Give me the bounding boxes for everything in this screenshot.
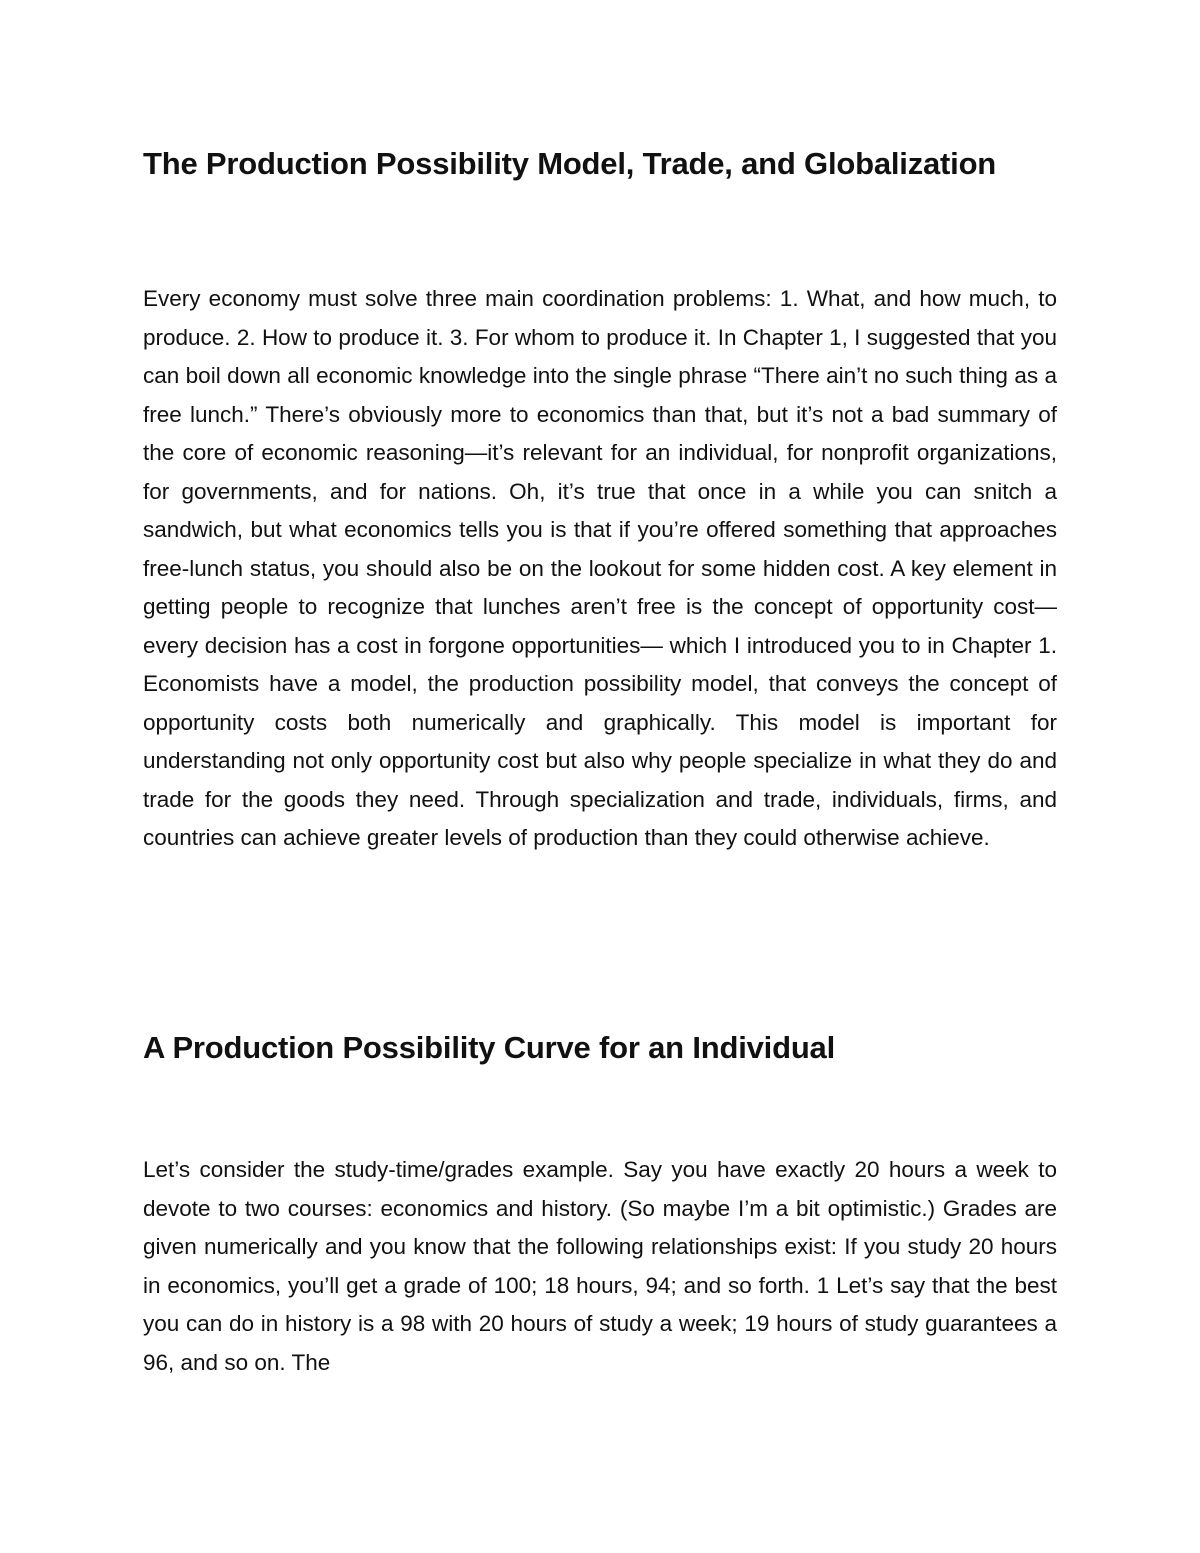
section-paragraph: Let’s consider the study-time/grades example. Say you have exactly 20 hours a week to devote to two courses: economics and history. (So maybe I’m a bit optimistic.) Grades are given numerically and you know that the following relationships exist: If you study 20 hours in economics, you’ll get a grade of 100; 18 hours, 94; and so forth. 1 Let’s say that the best you can do in history is a 98 with 20 hours of study a week; 19 hours of study guarantees a 96, and so on. The (143, 1157, 1057, 1375)
document-title: The Production Possibility Model, Trade, and Globalization (143, 146, 997, 181)
section-heading: A Production Possibility Curve for an Individual (143, 1030, 836, 1065)
intro-paragraph: Every economy must solve three main coordination problems: 1. What, and how much, to produce. 2. How to produce it. 3. For whom to produce it. In Chapter 1, I suggested that you can boil down all economic knowledge into the single phrase “There ain’t no such thing as a free lunch.” There’s obviously more to economics than that, but it’s not a bad summary of the core of economic reasoning—it’s relevant for an individual, for nonprofit organizations, for governments, and for nations. Oh, it’s true that once in a while you can snitch a sandwich, but what economics tells you is that if you’re offered something that approaches free-lunch status, you should also be on the lookout for some hidden cost. A key element in getting people to recognize that lunches aren’t free is the concept of opportunity cost—every decision has a cost in forgone opportunities— which I introduced you to in Chapter 1. Economists have a model, the production possibility model, that conveys the concept of opportunity costs both numerically and graphically. This model is important for understanding not only opportunity cost but also why people specialize in what they do and trade for the goods they need. Through specialization and trade, individuals, firms, and countries can achieve greater levels of production than they could otherwise achieve. (143, 286, 1057, 850)
